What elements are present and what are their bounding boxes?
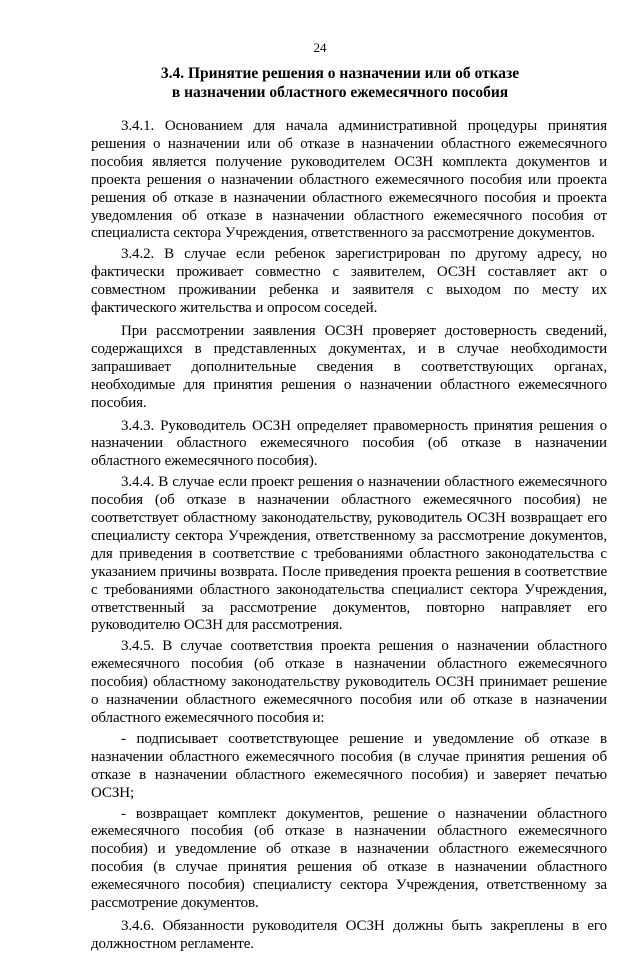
paragraph-3-4-4: 3.4.4. В случае если проект решения о назначении областного ежемесячного пособия (об отказе в назначении областного ежемесячного пособия) не соответствует областному законодательству, руководитель ОСЗН возвращает его специалисту сектора Учреждения, ответственному за рассмотрение документов, для приведения в соответствие с требованиями областного законодательства с указанием причины возврата. После приведения проекта решения в соответствие с требованиями областного законодательства специалист сектора Учреждения, ответственный за рассмотрение документов, повторно направляет его руководителю ОСЗН для рассмотрения. (91, 474, 607, 634)
section-title-line-2: в назначении областного ежемесячного пособия (171, 84, 509, 101)
list-item-sign: - подписывает соответствующее решение и уведомление об отказе в назначении областного ежемесячного пособия (в случае принятия решения об отказе в назначении областного ежемесячного пособия) и заверяет печатью ОСЗН; (91, 730, 607, 801)
section-title-line-1: 3.4. Принятие решения о назначении или об отказе (160, 65, 520, 82)
paragraph-3-4-1: 3.4.1. Основанием для начала административной процедуры принятия решения о назначении или об отказе в назначении областного ежемесячного пособия является получение руководителем ОСЗН комплекта документов и проекта решения о назначении областного ежемесячного пособия или проекта решения об отказе в назначении областного ежемесячного пособия и проекта уведомления об отказе в назначении областного ежемесячного пособия от специалиста сектора Учреждения, ответственного за рассмотрение документов. (91, 118, 607, 242)
list-item-return: - возвращает комплект документов, решение о назначении областного ежемесячного пособия (об отказе в назначении областного ежемесячного пособия) и уведомление об отказе в назначении областного ежемесячного пособия (в случае принятия решения об отказе в назначении областного ежемесячного пособия) специалисту сектора Учреждения, ответственному за рассмотрение документов. (91, 805, 607, 912)
page-number: 24 (313, 40, 327, 55)
paragraph-3-4-2: 3.4.2. В случае если ребенок зарегистрирован по другому адресу, но фактически проживает совместно с заявителем, ОСЗН составляет акт о совместном проживании ребенка и заявителя с выходом по месту их фактического жительства и опросом соседей. (91, 246, 607, 317)
paragraph-3-4-6: 3.4.6. Обязанности руководителя ОСЗН должны быть закреплены в его должностном регламенте. (91, 917, 607, 952)
paragraph-3-4-5: 3.4.5. В случае соответствия проекта решения о назначении областного ежемесячного пособия (об отказе в назначении областного ежемесячного пособия) областному законодательству руководитель ОСЗН принимает решение о назначении областного ежемесячного пособия или об отказе в назначении областного ежемесячного пособия и: (91, 638, 607, 726)
section-title (60, 64, 620, 102)
paragraph-3-4-3: 3.4.3. Руководитель ОСЗН определяет правомерность принятия решения о назначении областного ежемесячного пособия (об отказе в назначении областного ежемесячного пособия). (91, 417, 607, 470)
paragraph-verification: При рассмотрении заявления ОСЗН проверяет достоверность сведений, содержащихся в представленных документах, и в случае необходимости запрашивает дополнительные сведения в соответствующих органах, необходимые для принятия решения о назначении областного ежемесячного пособия. (91, 322, 607, 411)
document-body (91, 118, 607, 954)
